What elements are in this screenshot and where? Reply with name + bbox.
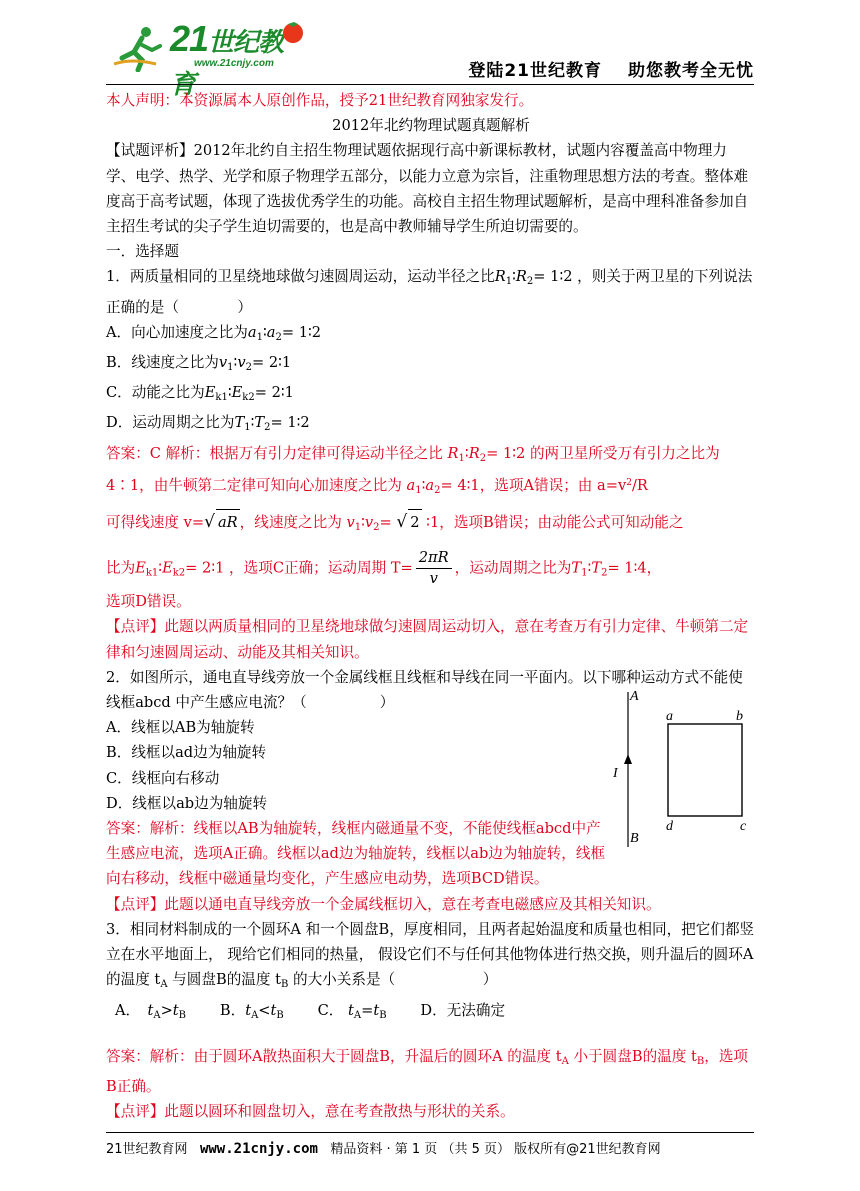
- q2-option-d: D．线框以ab边为轴旋转: [106, 794, 268, 812]
- q2-answer: 答案：解析：线框以AB为轴旋转，线框内磁通量不变，不能使线框abcd中产生感应电流，选项A正确。线框以ad边为轴旋转，线框以ab边为轴旋转，线框向右移动，线框中磁通量均变化，产生感应电动势，选项BCD错误。: [106, 820, 606, 888]
- q1-option-a: A．向心加速度之比为$a_1∶a_2=$ 1∶2: [106, 323, 322, 343]
- header-slogan: [468, 56, 754, 81]
- q1-option-d: D．运动周期之比为$T_1∶T_2=$ 1∶2: [106, 414, 310, 434]
- q1-option-c: C．动能之比为$E_{k1}∶E_{k2}=$ 2∶1: [106, 384, 294, 404]
- q2-option-c: C．线框向右移动: [106, 769, 220, 787]
- footer-info: 精品资料 · 第 1 页 （共 5 页） 版权所有@21世纪教育网: [330, 1142, 661, 1157]
- page-footer: [106, 1138, 661, 1157]
- q1-comment: 【点评】此题以两质量相同的卫星绕地球做匀速圆周运动切入，意在考查万有引力定律、牛顿第二定律和匀速圆周运动、动能及其相关知识。: [106, 618, 749, 661]
- q3-option-d: D．无法确定: [420, 1001, 506, 1019]
- footer-url[interactable]: www.21cnjy.com: [199, 1141, 318, 1157]
- q1-answer: 答案：C 解析：根据万有引力定律可得运动半径之比 $R_1∶R_2=$ 1∶2 的两卫星所受万有引力之比为4∶1，由牛顿第二定律可知向心加速度之比为 $a_1∶a_2=$ 4∶1，选项A错误；由 $a=v^2/R$ 可得线速度 v=√ aR ，线速度之比为 $v_1∶v_2=$ √ 2 ∶1，选项B错误；由动能公式可知动能之 比为$E_{k1}∶E_{k2}=$ 2∶1 ，选项C正确；运动周期 T= $\frac{2\pi R}{v}$ ，运动周期之比为$T_1∶T_2=$ 1∶4， 选项D错误。: [106, 444, 720, 611]
- logo-url: www.21cnjy.com: [194, 58, 274, 69]
- current-arrow-icon: [624, 754, 632, 764]
- declaration: 本人声明：本资源属本人原创作品，授予21世纪教育网独家发行。: [106, 92, 534, 109]
- section-heading: 一．选择题: [106, 243, 179, 261]
- tomato-icon: [280, 18, 306, 44]
- q2-option-a: A．线框以AB为轴旋转: [106, 719, 255, 737]
- label-c: c: [740, 819, 747, 834]
- q1-stem: 1．两质量相同的卫星绕地球做匀速圆周运动，运动半径之比$R_1∶R_2=$ 1∶2 ，则关于两卫星的下列说法正确的是（ ）: [106, 268, 753, 316]
- q3-comment: 【点评】此题以圆环和圆盘切入，意在考查散热与形状的关系。: [106, 1103, 515, 1121]
- q3-options: [106, 998, 756, 1028]
- document-body: [106, 88, 756, 1124]
- label-b: b: [736, 709, 743, 724]
- logo-number: 21: [170, 18, 209, 59]
- q3-option-c: C． $t_A=t_B$: [317, 1001, 387, 1021]
- q3-answer: 答案：解析：由于圆环A散热面积大于圆盘B，升温后的圆环A 的温度 $t_A$ 小于圆盘B的温度 $t_B$，选项B正确。: [106, 1047, 749, 1095]
- footer-site: 21世纪教育网: [106, 1142, 188, 1157]
- q3-stem: 3．相同材料制成的一个圆环A 和一个圆盘B，厚度相同，且两者起始温度和质量也相同，把它们都竖立在水平地面上， 现给它们相同的热量， 假设它们不与任何其他物体进行热交换，则升温后的圆环A 的温度 $t_A$ 与圆盘B的温度 $t_B$ 的大小关系是（ ）: [106, 920, 755, 991]
- slogan-left: 登陆21世纪教育: [468, 61, 602, 81]
- logo-chinese: 世纪教育: [170, 27, 284, 99]
- label-A: A: [630, 689, 639, 704]
- q2-comment: 【点评】此题以通电直导线旁放一个金属线框切入，意在考查电磁感应及其相关知识。: [106, 895, 661, 913]
- label-d: d: [666, 819, 673, 834]
- label-a: a: [666, 709, 673, 724]
- running-figure-icon: [112, 24, 172, 72]
- q3-option-a: A． $t_A>t_B$: [115, 1001, 187, 1021]
- header-rule: [106, 84, 754, 85]
- footer-rule: [106, 1132, 754, 1133]
- wire-frame: [668, 724, 742, 816]
- q2-circuit-figure: [610, 682, 760, 852]
- q2-stem: 2．如图所示，通电直导线旁放一个金属线框且线框和导线在同一平面内。以下哪种运动方式不能使线框abcd 中产生感应电流？（ ）: [106, 668, 743, 712]
- label-I: I: [613, 766, 618, 781]
- slogan-right: 助您教考全无忧: [628, 61, 754, 81]
- q3-option-b: B．$t_A<t_B$: [219, 1001, 284, 1021]
- document-title: 2012年北约物理试题真题解析: [332, 117, 530, 135]
- label-B: B: [630, 831, 639, 846]
- review-paragraph: 【试题评析】2012年北约自主招生物理试题依据现行高中新课标教材，试题内容覆盖高中物理力学、电学、热学、光学和原子物理学五部分，以能力立意为宗旨，注重物理思想方法的考查。整体难度高于高考试题，体现了选拔优秀学生的功能。高校自主招生物理试题解析，是高中理科准备参加自主招生考试的尖子学生迫切需要的，也是高中教师辅导学生所迫切需要的。: [106, 142, 749, 236]
- q2-option-b: B．线框以ad边为轴旋转: [106, 744, 267, 762]
- q1-option-b: B．线速度之比为$v_1∶v_2=$ 2∶1: [106, 354, 292, 374]
- site-logo[interactable]: [112, 18, 302, 99]
